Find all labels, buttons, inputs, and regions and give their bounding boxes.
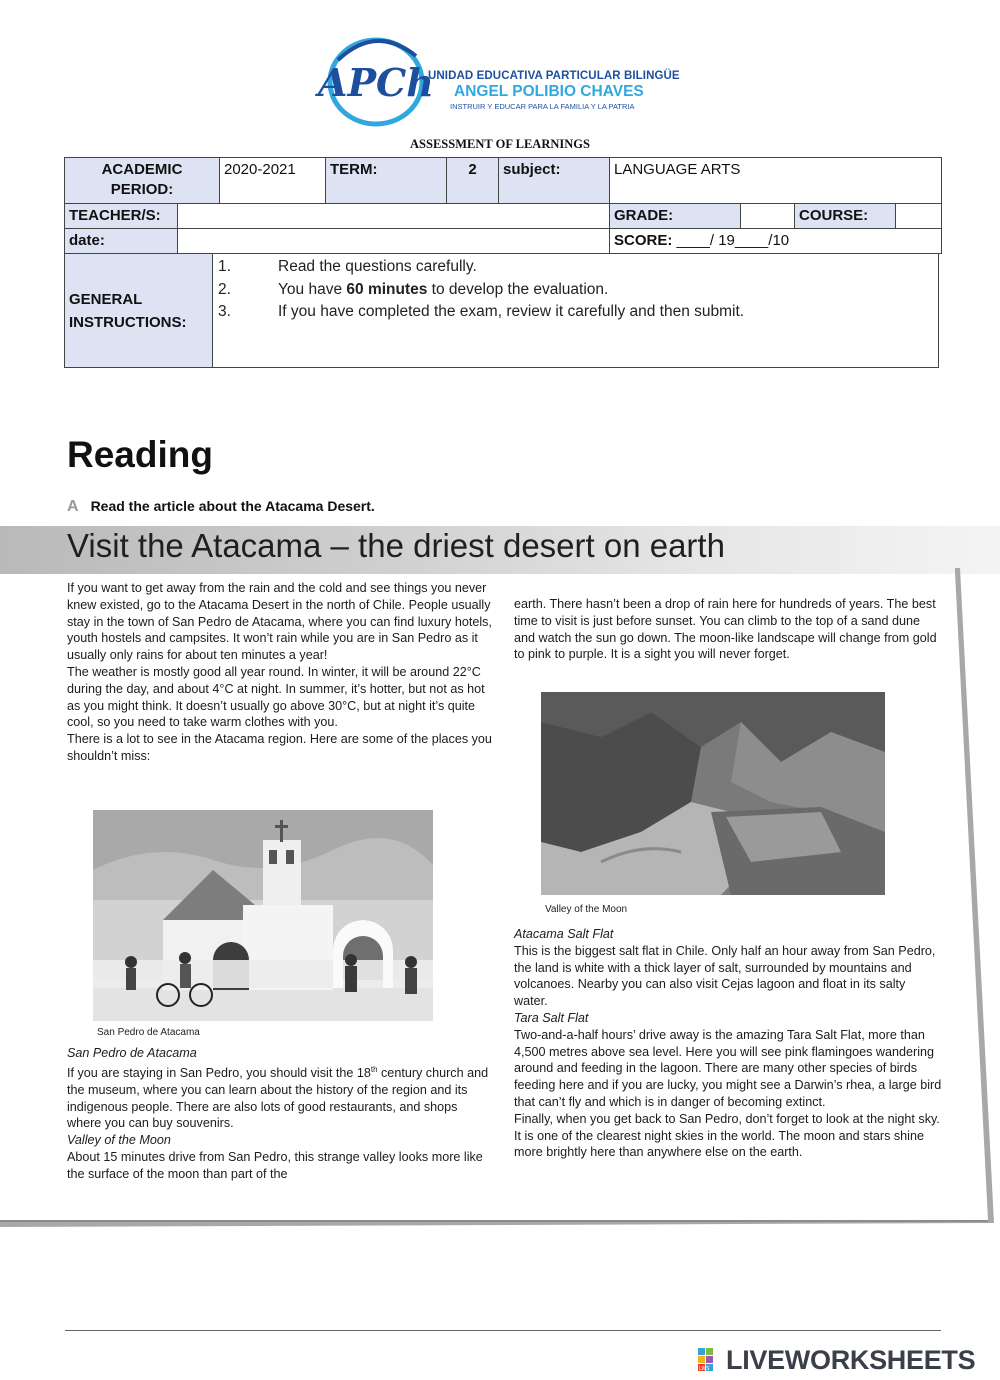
subheading: Atacama Salt Flat — [514, 927, 614, 941]
svg-text:LWS: LWS — [699, 1366, 710, 1372]
instructions-label: GENERAL INSTRUCTIONS: — [64, 253, 213, 368]
term-value[interactable]: 2 — [446, 157, 499, 204]
course-label: COURSE: — [794, 203, 896, 229]
logo-monogram: APCh — [318, 60, 434, 105]
school-logo — [310, 30, 710, 130]
liveworksheets-logo-icon — [698, 1348, 724, 1372]
subheading: Valley of the Moon — [67, 1133, 171, 1148]
article-paragraph: About 15 minutes drive from San Pedro, this strange valley looks more like the surface of the moon than part of the — [67, 1149, 483, 1181]
photo-caption: San Pedro de Atacama — [97, 1027, 200, 1038]
instruction-item: 2. You have 60 minutes to develop the evaluation. — [218, 280, 609, 298]
teacher-field[interactable] — [177, 203, 610, 229]
subheading: San Pedro de Atacama — [67, 1046, 197, 1060]
subject-value[interactable]: LANGUAGE ARTS — [609, 157, 942, 204]
article-paragraph: The weather is mostly good all year round. In winter, it will be around 22°C during the day, and about 4°C at night. In summer, it’s hotter, but not as hot as you might think. It doesn’t usually go above 30°C, but at night it’s quite cool, so you need to take warm clothes with you. — [67, 664, 485, 730]
school-name: ANGEL POLIBIO CHAVES — [454, 83, 644, 100]
subject-label: subject: — [498, 157, 610, 204]
section-heading: Reading — [67, 434, 213, 475]
task-text: Read the article about the Atacama Desert. — [90, 498, 375, 514]
school-motto: INSTRUIR Y EDUCAR PARA LA FAMILIA Y LA PATRIA — [450, 102, 635, 111]
course-field[interactable] — [895, 203, 942, 229]
article-right-lower — [514, 926, 942, 1161]
subheading: Tara Salt Flat — [514, 1010, 589, 1025]
article-left-column — [67, 580, 492, 765]
grade-field[interactable] — [740, 203, 795, 229]
assessment-title: ASSESSMENT OF LEARNINGS — [410, 137, 590, 151]
article-paragraph: Finally, when you get back to San Pedro, don’t forget to look at the night sky. It is one of the clearest night skies in the world. The moon and stars shine more brightly here than anywhere else on the earth. — [514, 1111, 940, 1160]
term-label: TERM: — [325, 157, 447, 204]
instruction-item: 1. Read the questions carefully. — [218, 258, 477, 275]
footer-divider — [65, 1330, 941, 1331]
article-paragraph: There is a lot to see in the Atacama region. Here are some of the places you shouldn’t miss: — [67, 732, 492, 763]
task-letter: A — [67, 498, 79, 515]
valley-of-the-moon-photo — [541, 692, 885, 895]
score-label: SCORE: — [614, 232, 673, 249]
grade-label: GRADE: — [609, 203, 741, 229]
article-paragraph: If you are staying in San Pedro, you should visit the 18th century church and the museum, where you can learn about the history of the region and its indigenous people. There are also lots of good restaurants, and shops where you can buy souvenirs. — [67, 1064, 489, 1131]
article-right-column — [514, 596, 942, 663]
academic-period-value[interactable]: 2020-2021 — [219, 157, 326, 204]
liveworksheets-brand[interactable]: LIVEWORKSHEETS — [726, 1345, 976, 1375]
article-paragraph: earth. There hasn’t been a drop of rain here for hundreds of years. The best time to visit is just before sunset. You can climb to the top of a sand dune and watch the sun go down. The moon-like landscape will change from gold to pink to purple. It is a sight you will never forget. — [514, 597, 937, 662]
instructions-list — [218, 256, 744, 324]
article-paragraph: If you want to get away from the rain and the cold and see things you never knew existed, go to the Atacama Desert in the north of Chile. People usually stay in the town of San Pedro de Atacama, where you can find luxury hotels, youth hostels and campsites. It won’t rain while you are in San Pedro as it usually only rains for about ten minutes a year! — [67, 581, 492, 663]
article-title: Visit the Atacama – the driest desert on earth — [67, 527, 725, 564]
article-paragraph: This is the biggest salt flat in Chile. Only half an hour away from San Pedro, the land is white with a thick layer of salt, surrounded by mountains and volcanoes. Nearby you can also visit Cejas lagoon and float in its salty water. — [514, 943, 936, 1009]
teacher-label: TEACHER/S: — [64, 203, 178, 229]
date-label: date: — [64, 228, 178, 254]
article-left-lower — [67, 1045, 492, 1183]
score-value: ____/ 19____/10 — [676, 232, 790, 249]
date-field[interactable] — [177, 228, 610, 254]
academic-period-label: ACADEMIC PERIOD: — [64, 157, 220, 204]
instruction-item: 3. If you have completed the exam, review it carefully and then submit. — [218, 303, 745, 320]
school-type: UNIDAD EDUCATIVA PARTICULAR BILINGÜE — [428, 70, 680, 82]
task-instruction — [67, 498, 375, 516]
san-pedro-church-photo — [93, 810, 433, 1021]
photo-caption: Valley of the Moon — [545, 904, 628, 915]
score-cell — [609, 228, 942, 254]
school-crest-icon — [310, 30, 440, 130]
article-paragraph: Two-and-a-half hours’ drive away is the amazing Tara Salt Flat, more than 4,500 metres above sea level. Here you will see pink flamingoes wandering around and feeding in the lagoon. There are many other species of birds feeding here and if you are lucky, you might see a Darwin’s rhea, a large bird that can’t fly and which is in danger of becoming extinct. — [514, 1027, 942, 1109]
school-name-block — [428, 70, 680, 111]
